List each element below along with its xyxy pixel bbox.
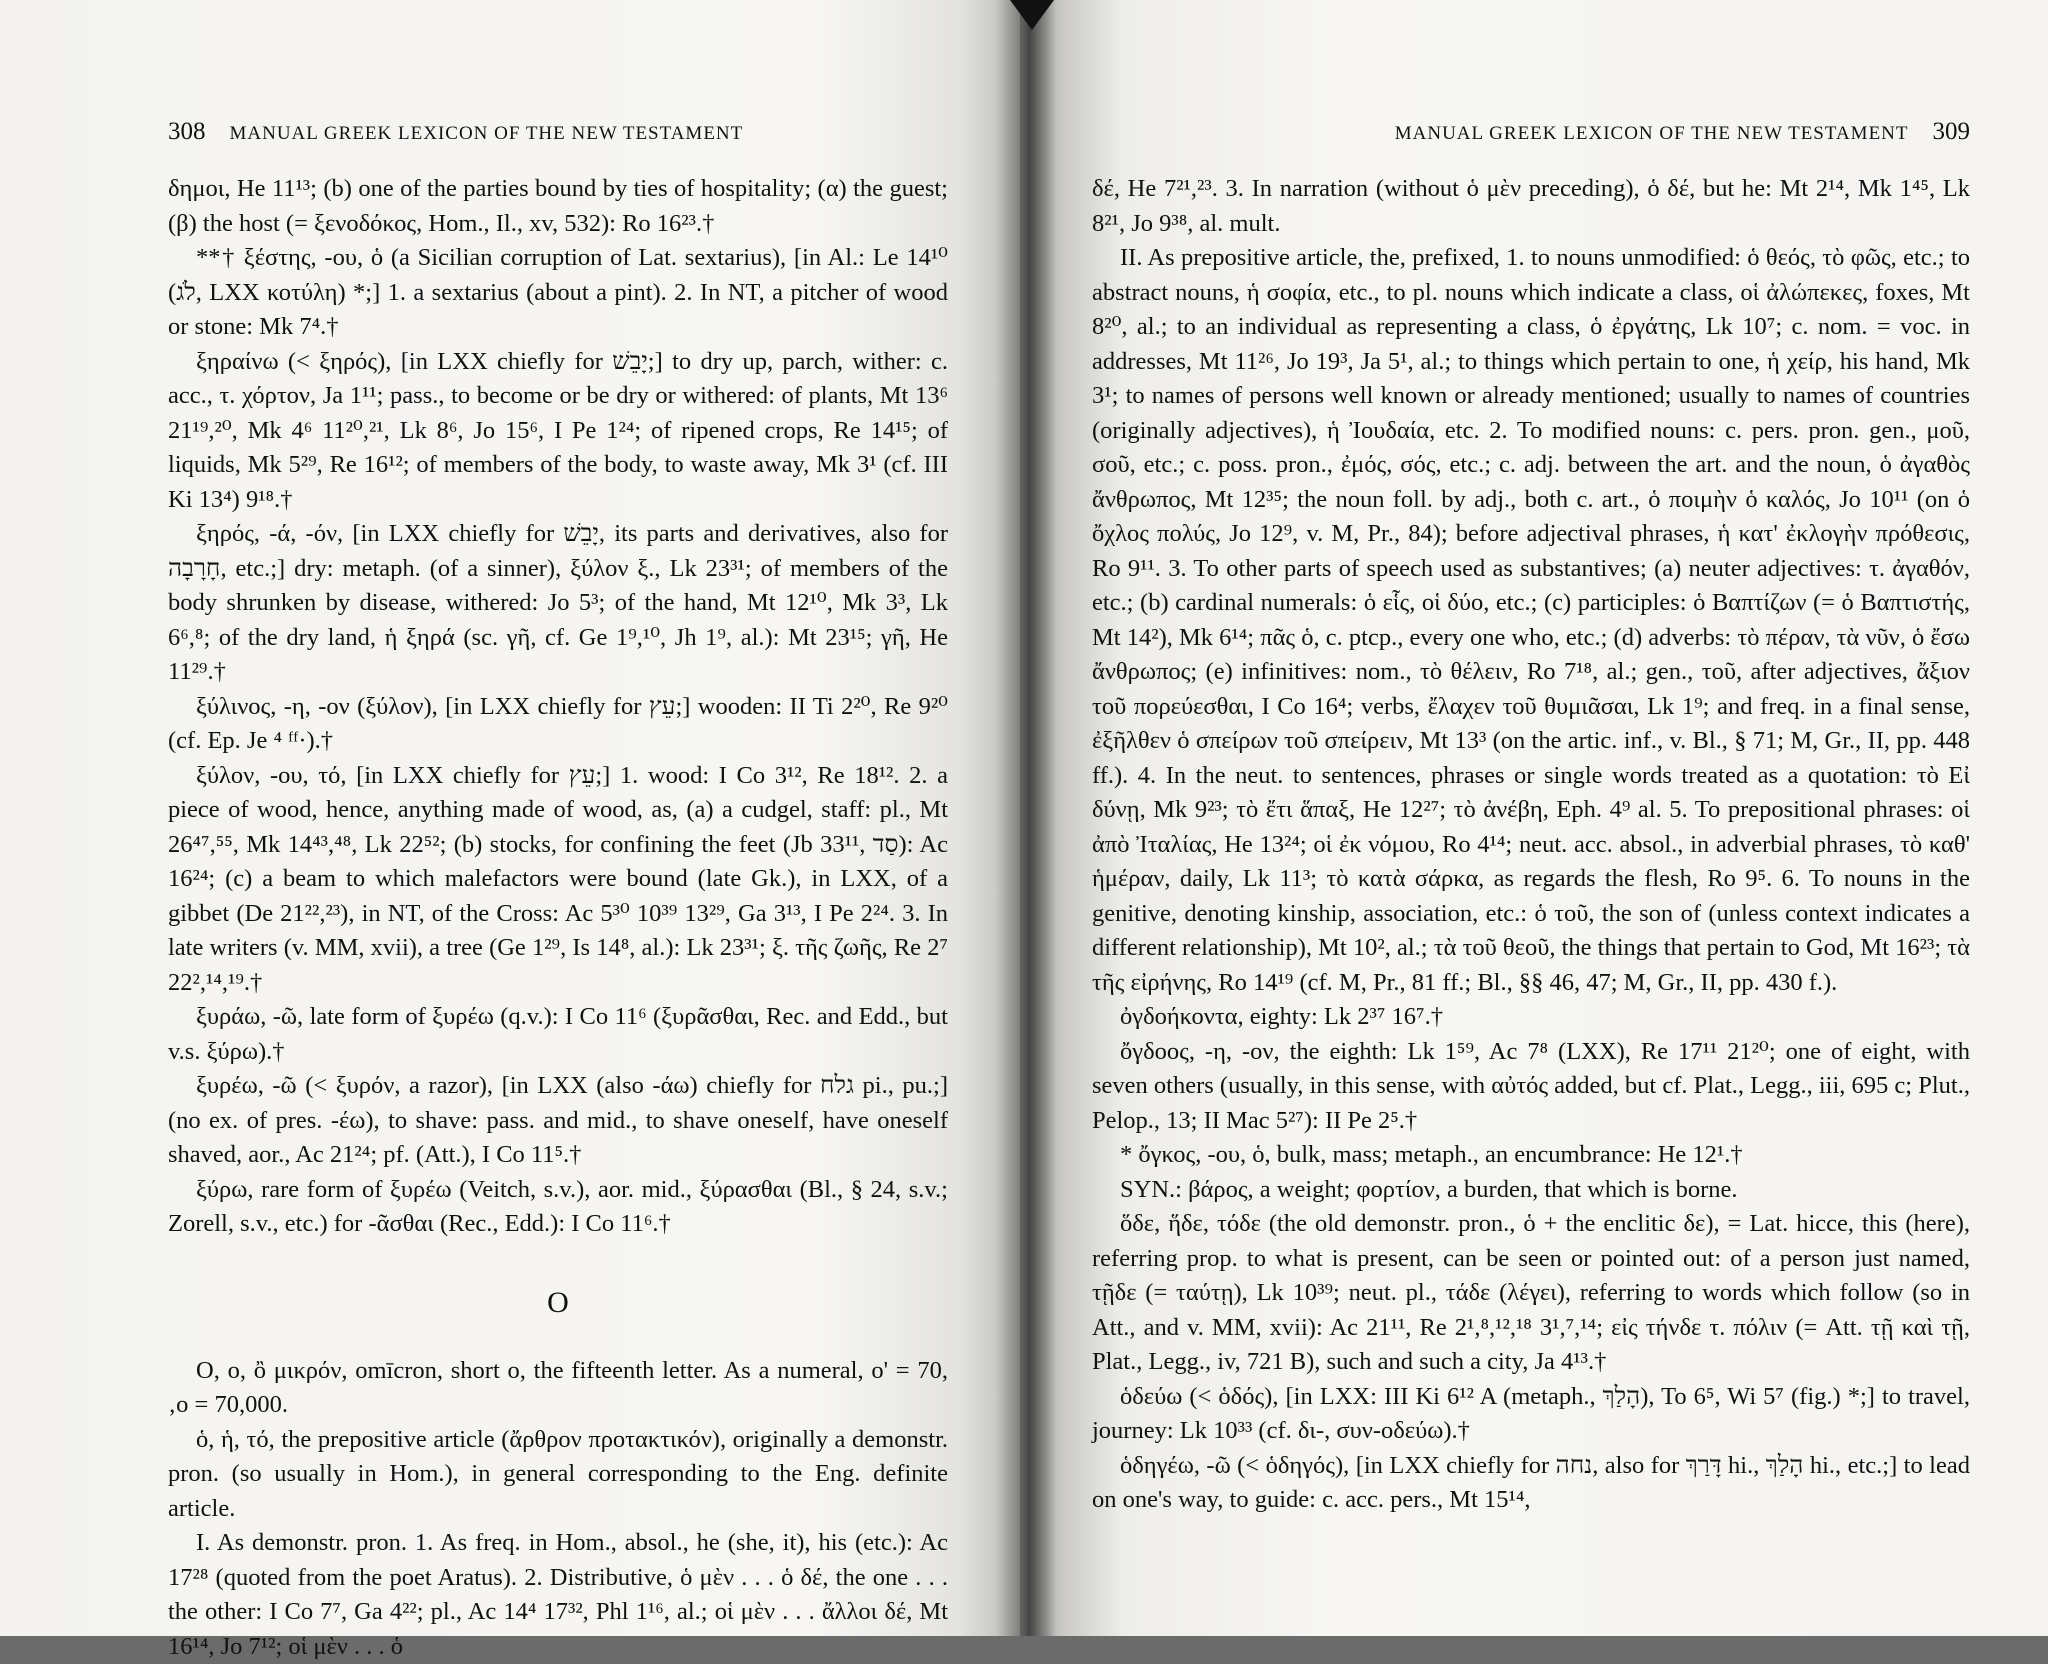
letter-section-heading: O — [547, 1285, 569, 1319]
lexicon-entry: δέ, He 7²¹,²³. 3. In narration (without ὁ μὲν preceding), ὁ δέ, but he: Mt 2¹⁴, Mk 1⁴⁵, Lk 8²¹, Jo 9³⁸, al. mult. — [1092, 175, 1970, 237]
lexicon-entry: ὁ, ἡ, τό, the prepositive article (ἄρθρον προτακτικόν), originally a demonstr. pron. (so usually in Hom.), in general corresponding to the Eng. definite article. — [168, 1425, 948, 1522]
lexicon-entry: ξυράω, -ῶ, late form of ξυρέω (q.v.): I Co 11⁶ (ξυρᾶσθαι, Rec. and Edd., but v.s. ξύρω).† — [168, 1003, 948, 1065]
lexicon-entry: ξύλινος, -η, -ον (ξύλον), [in LXX chiefly for עֵץ;] wooden: II Ti 2²⁰, Re 9²⁰ (cf. Ep. Je ⁴ ᶠᶠ·).† — [168, 692, 948, 754]
lexicon-entry: Ο, ο, ὂ μικρόν, omīcron, short o, the fifteenth letter. As a numeral, ο' = 70, ‚ο = 70,000. — [168, 1356, 948, 1418]
lexicon-entry: * ὄγκος, -ου, ὁ, bulk, mass; metaph., an encumbrance: He 12¹.† — [1120, 1141, 1743, 1168]
left-page-header — [168, 118, 948, 146]
right-running-head: MANUAL GREEK LEXICON OF THE NEW TESTAMENT — [1394, 123, 1909, 144]
lexicon-entry: ὄγδοος, -η, -ον, the eighth: Lk 1⁵⁹, Ac 7⁸ (LXX), Re 17¹¹ 21²⁰; one of eight, with seven others (usually, in this sense, with αὐτός added, but cf. Plat., Legg., iii, 695 c; Plut., Pelop., 13; II Mac 5²⁷): II Pe 2⁵.† — [1092, 1037, 1970, 1134]
lexicon-entry: **† ξέστης, -ου, ὁ (a Sicilian corruption of Lat. sextarius), [in Al.: Le 14¹⁰ (לֹג, LXX κοτύλη) *;] 1. a sextarius (about a pint). 2. In NT, a pitcher of wood or stone: Mk 7⁴.† — [168, 244, 948, 340]
lexicon-entry: ξηραίνω (< ξηρός), [in LXX chiefly for יָבֵשׁ;] to dry up, parch, wither: c. acc., τ. χόρτον, Ja 1¹¹; pass., to become or be dry or withered: of plants, Mt 13⁶ 21¹⁹,²⁰, Mk 4⁶ 11²⁰,²¹, Lk 8⁶, Jo 15⁶, I Pe 1²⁴; of ripened crops, Re 14¹⁵; of liquids, Mk 5²⁹, Re 16¹²; of members of the body, to waste away, Mk 3¹ (cf. III Ki 13⁴) 9¹⁸.† — [168, 347, 948, 513]
lexicon-entry: ὁδεύω (< ὁδός), [in LXX: III Ki 6¹² A (metaph., הָלַךְ), To 6⁵, Wi 5⁷ (fig.) *;] to travel, journey: Lk 10³³ (cf. δι-, συν-οδεύω).† — [1092, 1382, 1970, 1444]
lexicon-entry: ξύλον, -ου, τό, [in LXX chiefly for עֵץ;] 1. wood: I Co 3¹², Re 18¹². 2. a piece of wood, hence, anything made of wood, as, (a) a cudgel, staff: pl., Mt 26⁴⁷,⁵⁵, Mk 14⁴³,⁴⁸, Lk 22⁵²; (b) stocks, for confining the feet (Jb 33¹¹, סַד): Ac 16²⁴; (c) a beam to which malefactors were bound (late Gk.), in LXX, of a gibbet (De 21²²,²³), in NT, of the Cross: Ac 5³⁰ 10³⁹ 13²⁹, Ga 3¹³, I Pe 2²⁴. 3. In late writers (v. MM, xvii), a tree (Ge 1²⁹, Is 14⁸, al.): Lk 23³¹; ξ. τῆς ζωῆς, Re 2⁷ 22²,¹⁴,¹⁹.† — [168, 761, 949, 996]
right-page-number: 309 — [1932, 118, 1970, 145]
lexicon-entry: ξυρέω, -ῶ (< ξυρόν, a razor), [in LXX (also -άω) chiefly for גלח pi., pu.;] (no ex. of pres. -έω), to shave: pass. and mid., to shave oneself, have oneself shaved, aor., Ac 21²⁴; pf. (Att.), I Co 11⁵.† — [168, 1072, 948, 1168]
lexicon-entry: ὅδε, ἥδε, τόδε (the old demonstr. pron., ὁ + the enclitic δε), = Lat. hicce, this (here), referring prop. to what is present, can be seen or pointed out: of a person just named, τῇδε (= ταύτῃ), Lk 10³⁹; neut. pl., τάδε (λέγει), referring to words which follow (so in Att., and v. MM, xvii): Ac 21¹¹, Re 2¹,⁸,¹²,¹⁸ 3¹,⁷,¹⁴; εἰς τήνδε τ. πόλιν (= Att. τῇ καὶ τῇ, Plat., Legg., iv, 721 B), such and such a city, Ja 4¹³.† — [1092, 1210, 1970, 1375]
lexicon-entry: ξύρω, rare form of ξυρέω (Veitch, s.v.), aor. mid., ξύρασθαι (Bl., § 24, s.v.; Zorell, s.v., etc.) for -ᾶσθαι (Rec., Edd.): I Co 11⁶.† — [168, 1175, 948, 1237]
left-page-number: 308 — [168, 118, 206, 145]
right-page — [1020, 0, 2048, 1636]
lexicon-entry: ὁδηγέω, -ῶ (< ὁδηγός), [in LXX chiefly for נחה, also for דָּרַךְ hi., הָלַךְ hi., etc.;] to lead on one's way, to guide: c. acc. pers., Mt 15¹⁴, — [1092, 1451, 1970, 1513]
lexicon-entry: ὀγδοήκοντα, eighty: Lk 2³⁷ 16⁷.† — [1120, 1003, 1443, 1030]
lexicon-entry: I. As demonstr. pron. 1. As freq. in Hom., absol., he (she, it), his (etc.): Ac 17²⁸ (quoted from the poet Aratus). 2. Distributive, ὁ μὲν . . . ὁ δέ, the one . . . the other: I Co 7⁷, Ga 4²²; pl., Ac 14⁴ 17³², Phl 1¹⁶, al.; οἱ μὲν . . . ἄλλοι δέ, Mt 16¹⁴, Jo 7¹²; οἱ μὲν . . . ὁ — [168, 1529, 948, 1660]
lexicon-entry: δημοι, He 11¹³; (b) one of the parties bound by ties of hospitality; (α) the guest; (β) the host (= ξενοδόκος, Hom., Il., xv, 532): Ro 16²³.† — [168, 175, 948, 237]
right-page-header — [1092, 118, 1970, 146]
lexicon-entry: ξηρός, -ά, -όν, [in LXX chiefly for יָבֵשׁ, its parts and derivatives, also for חָרָבָה, etc.;] dry: metaph. (of a sinner), ξύλον ξ., Lk 23³¹; of members of the body shrunken by disease, withered: Jo 5³; of the hand, Mt 12¹⁰, Mk 3³, Lk 6⁶,⁸; of the dry land, ἡ ξηρά (sc. γῆ, cf. Ge 1⁹,¹⁰, Jh 1⁹, al.): Mt 23¹⁵; γῆ, He 11²⁹.† — [168, 520, 948, 685]
left-page — [0, 0, 1020, 1660]
lexicon-entry: II. As prepositive article, the, prefixed, 1. to nouns unmodified: ὁ θεός, τὸ φῶς, etc.; to abstract nouns, ἡ σοφία, etc., to pl. nouns which indicate a class, οἱ ἀλώπεκες, foxes, Mt 8²⁰, al.; to an individual as representing a class, ὁ ἐργάτης, Lk 10⁷; c. nom. = voc. in addresses, Mt 11²⁶, Jo 19³, Ja 5¹, al.; to things which pertain to one, ἡ χείρ, his hand, Mk 3¹; to names of persons well known or already mentioned; usually to names of countries (originally adjectives), ἡ Ἰουδαία, etc. 2. To modified nouns: c. pers. pron. gen., μοῦ, σοῦ, etc.; c. poss. pron., ἐμός, σός, etc.; c. adj. between the art. and the noun, ὁ ἀγαθὸς ἄνθρωπος, Mt 12³⁵; the noun foll. by adj., both c. art., ὁ ποιμὴν ὁ καλός, Jo 10¹¹ (on ὁ ὄχλος πολύς, Jo 12⁹, v. M, Pr., 84); before adjectival phrases, ἡ κατ' ἐκλογὴν πρόθεσις, Ro 9¹¹. 3. To other parts of speech used as substantives; (a) neuter adjectives: τ. ἀγαθόν, etc.; (b) cardinal numerals: ὁ εἷς, οἱ δύο, etc.; (c) participles: ὁ Βαπτίζων (= ὁ Βαπτιστής, Mt 14²), Mk 6¹⁴; πᾶς ὁ, c. ptcp., every one who, etc.; (d) adverbs: τὸ πέραν, τὰ νῦν, ὁ ἔσω ἄνθρωπος; (e) infinitives: nom., τὸ θέλειν, Ro 7¹⁸, al.; gen., τοῦ, after adjectives, ἄξιον τοῦ πορεύεσθαι, I Co 16⁴; verbs, ἔλαχεν τοῦ θυμιᾶσαι, Lk 1⁹; and freq. in a final sense, ἐξῆλθεν ὁ σπείρων τοῦ σπείρειν, Mt 13³ (on the artic. inf., v. Bl., § 71; M, Gr., II, pp. 448 ff.). 4. In the neut. to sentences, phrases or single words treated as a quotation: τὸ Εἰ δύνῃ, Mk 9²³; τὸ ἔτι ἅπαξ, He 12²⁷; τὸ ἀνέβη, Eph. 4⁹ al. 5. To prepositional phrases: οἱ ἀπὸ Ἰταλίας, He 13²⁴; οἱ ἐκ νόμου, Ro 4¹⁴; neut. acc. absol., in adverbial phrases, τὸ καθ' ἡμέραν, daily, Lk 11³; τὸ κατὰ σάρκα, as regards the flesh, Ro 9⁵. 6. To nouns in the genitive, denoting kinship, association, etc.: ὁ τοῦ, the son of (unless context indicates a different relationship), Mt 10², al.; τὰ τοῦ θεοῦ, the things that pertain to God, Mt 16²³; τὰ τῆς εἰρήνης, Ro 14¹⁹ (cf. M, Pr., 81 ff.; Bl., §§ 46, 47; M, Gr., II, pp. 430 f.). — [1092, 244, 1970, 996]
lexicon-entry: SYN.: βάρος, a weight; φορτίον, a burden, that which is borne. — [1120, 1175, 1738, 1203]
left-running-head: MANUAL GREEK LEXICON OF THE NEW TESTAMENT — [229, 123, 744, 144]
